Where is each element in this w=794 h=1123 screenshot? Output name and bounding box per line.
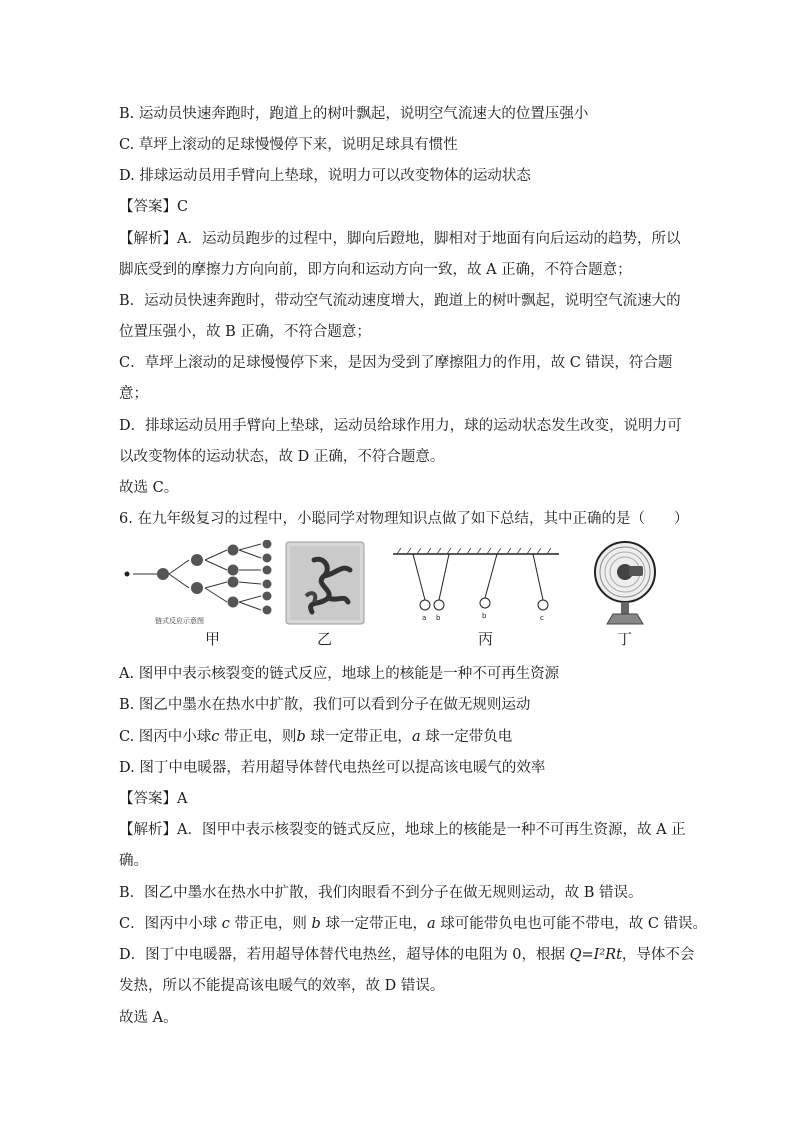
q6-option-d: D. 图丁中电暖器，若用超导体替代电热丝可以提高该电暖气的效率 (119, 760, 546, 776)
pendulum-figure (391, 540, 561, 626)
q6-answer: 【答案】A (119, 791, 188, 807)
caption-jia: 甲 (205, 630, 221, 648)
q6-stem: 6. 在九年级复习的过程中，小聪同学对物理知识点做了如下总结，其中正确的是（ ） (119, 511, 689, 527)
ball-label: a (422, 614, 427, 622)
caption-bing: 丙 (478, 630, 494, 648)
ball-label: c (540, 614, 544, 622)
q5-analysis-line: 脚底受到的摩擦力方向向前，即方向和运动方向一致，故 A 正确，不符合题意； (119, 262, 632, 278)
q5-analysis-line: 位置压强小，故 B 正确，不符合题意； (119, 324, 371, 340)
q5-analysis-line: B．运动员快速奔跑时，带动空气流动速度增大，跑道上的树叶飘起，说明空气流速大的 (119, 293, 681, 309)
q6-analysis-line: B．图乙中墨水在热水中扩散，我们肉眼看不到分子在做无规则运动，故 B 错误。 (119, 885, 643, 901)
caption-yi: 乙 (317, 630, 333, 648)
chain-reaction-label: 链式反应示意图 (155, 617, 204, 625)
q5-analysis-line: 意； (119, 386, 148, 402)
q5-option-c: C. 草坪上滚动的足球慢慢停下来，说明足球具有惯性 (119, 137, 458, 153)
q6-analysis-line: 发热，所以不能提高该电暖气的效率，故 D 错误。 (119, 978, 445, 994)
q6-option-c: C. 图丙中小球c 带正电，则b 球一定带正电，a 球一定带负电 (119, 729, 513, 745)
q6-analysis-line: 确。 (119, 853, 148, 869)
q5-answer: 【答案】C (119, 199, 189, 215)
q6-option-a: A. 图甲中表示核裂变的链式反应，地球上的核能是一种不可再生资源 (119, 666, 560, 682)
q5-analysis-line: 以改变物体的运动状态，故 D 正确，不符合题意。 (119, 449, 445, 465)
q6-option-b: B. 图乙中墨水在热水中扩散，我们可以看到分子在做无规则运动 (119, 697, 531, 713)
q5-analysis-line: D．排球运动员用手臂向上垫球，运动员给球作用力，球的运动状态发生改变，说明力可 (119, 418, 682, 434)
chain-reaction-figure (119, 540, 279, 626)
beaker-figure (284, 540, 366, 626)
q6-conclusion: 故选 A。 (119, 1010, 178, 1026)
q5-option-b: B. 运动员快速奔跑时，跑道上的树叶飘起，说明空气流速大的位置压强小 (119, 106, 589, 122)
q6-analysis-line: C．图丙中小球 c 带正电，则 b 球一定带正电，a 球可能带负电也可能不带电，故 C 错误。 (119, 916, 708, 932)
q5-analysis-line: 【解析】A．运动员跑步的过程中，脚向后蹬地，脚相对于地面有向后运动的趋势，所以 (119, 231, 681, 247)
ball-label: b (436, 614, 441, 622)
q6-analysis-line: 【解析】A．图甲中表示核裂变的链式反应，地球上的核能是一种不可再生资源，故 A 正 (119, 822, 686, 838)
ball-label: b (482, 612, 487, 620)
q5-conclusion: 故选 C。 (119, 480, 179, 496)
caption-ding: 丁 (617, 630, 633, 648)
q6-analysis-line: D．图丁中电暖器，若用超导体替代电热丝，超导体的电阻为 0，根据 Q=I²Rt，导体不会 (119, 947, 695, 963)
heater-figure (583, 540, 669, 626)
q5-analysis-line: C．草坪上滚动的足球慢慢停下来，是因为受到了摩擦阻力的作用，故 C 错误，符合题 (119, 355, 673, 371)
q6-figures (119, 540, 675, 652)
q5-option-d: D. 排球运动员用手臂向上垫球，说明力可以改变物体的运动状态 (119, 168, 531, 184)
joule-formula: Q=I²Rt (569, 947, 622, 963)
